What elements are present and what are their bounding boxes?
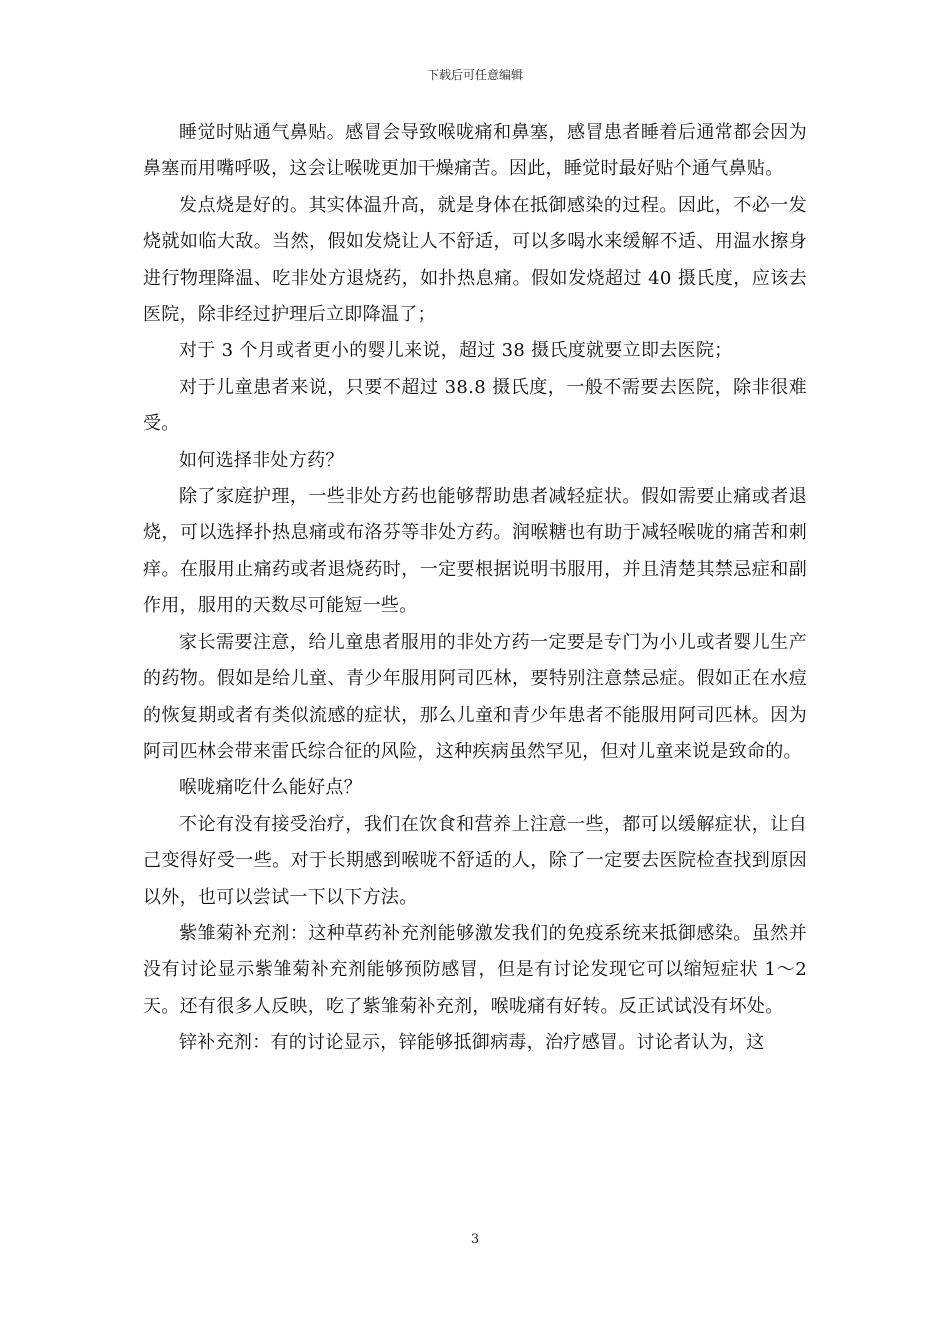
page-number: 3 xyxy=(470,1232,480,1247)
paragraph: 对于 3 个月或者更小的婴儿来说，超过 38 摄氏度就要立即去医院； xyxy=(179,340,733,362)
paragraph: 锌补充剂：有的讨论显示，锌能够抵御病毒，治疗感冒。讨论者认为，这 xyxy=(179,1032,765,1054)
section-heading: 喉咙痛吃什么能好点？ xyxy=(179,777,362,799)
paragraph: 对于儿童患者来说，只要不超过 38.8 摄氏度，一般不需要去医院，除非很难受。 xyxy=(143,376,807,435)
paragraph: 睡觉时贴通气鼻贴。感冒会导致喉咙痛和鼻塞，感冒患者睡着后通常都会因为鼻塞而用嘴呼吸，这会让喉咙更加干燥痛苦。因此，睡觉时最好贴个通气鼻贴。 xyxy=(143,122,807,180)
body-text xyxy=(143,115,807,1062)
paragraph: 不论有没有接受治疗，我们在饮食和营养上注意一些，都可以缓解症状，让自己变得好受一些。对于长期感到喉咙不舒适的人，除了一定要去医院检查找到原因以外，也可以尝试一下以下方法。 xyxy=(143,813,807,908)
paragraph: 紫雏菊补充剂：这种草药补充剂能够激发我们的免疫系统来抵御感染。虽然并没有讨论显示紫雏菊补充剂能够预防感冒，但是有讨论发现它可以缩短症状 1～2 天。还有很多人反映，吃了紫雏菊补充剂，喉咙痛有好转。反正试试没有坏处。 xyxy=(143,922,807,1017)
section-heading: 如何选择非处方药？ xyxy=(179,449,344,471)
paragraph: 发点烧是好的。其实体温升高，就是身体在抵御感染的过程。因此，不必一发烧就如临大敌。当然，假如发烧让人不舒适，可以多喝水来缓解不适、用温水擦身进行物理降温、吃非处方退烧药，如扑热息痛。假如发烧超过 40 摄氏度，应该去医院，除非经过护理后立即降温了； xyxy=(143,194,807,326)
paragraph: 家长需要注意，给儿童患者服用的非处方药一定要是专门为小儿或者婴儿生产的药物。假如是给儿童、青少年服用阿司匹林，要特别注意禁忌症。假如正在水痘的恢复期或者有类似流感的症状，那么儿童和青少年患者不能服用阿司匹林。因为阿司匹林会带来雷氏综合征的风险，这种疾病虽然罕见，但对儿童来说是致命的。 xyxy=(143,631,807,762)
paragraph: 除了家庭护理，一些非处方药也能够帮助患者减轻症状。假如需要止痛或者退烧，可以选择扑热息痛或布洛芬等非处方药。润喉糖也有助于减轻喉咙的痛苦和刺痒。在服用止痛药或者退烧药时，一定要根据说明书服用，并且清楚其禁忌症和副作用，服用的天数尽可能短一些。 xyxy=(143,486,807,617)
page-header: 下载后可任意编辑 xyxy=(426,68,523,82)
